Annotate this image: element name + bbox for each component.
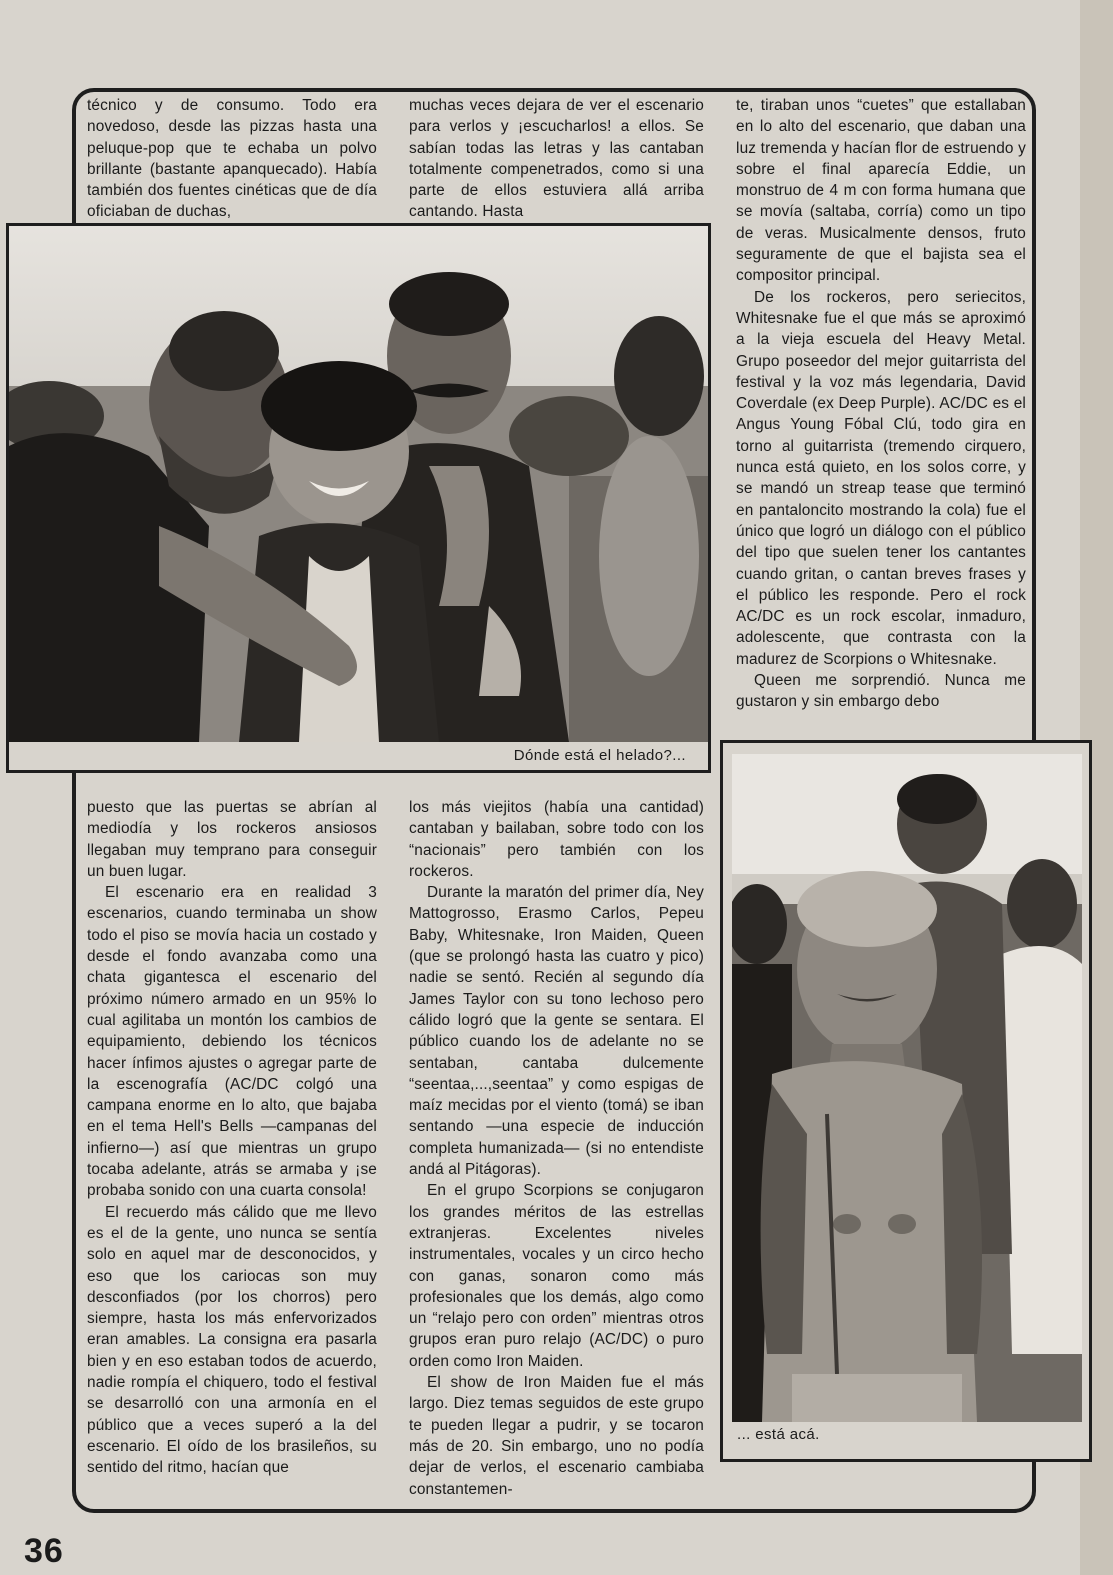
photo-caption: Dónde está el helado?... <box>513 747 686 764</box>
paragraph: De los rockeros, pero seriecitos, Whitesnake fue el que más se aproximó a la vieja escuela del Heavy Metal. Grupo poseedor del mejor guitarrista del festival y la voz más legendaria, David Coverdale (ex Deep Purple). AC/DC es el Angus Young Fóbal Clú, todo gira en torno al guitarrista (tremendo cirquero, nunca está quieto, en los solos corre, y se mandó un streap tease que terminó en pantaloncito mostrando la cola) fue el único que logró un diálogo con el público del tipo que suelen tener los cantantes cuando gritan, o cantan breves frases y el público les responde. Pero el rock AC/DC es un rock escolar, inmaduro, adolescente, que contrasta con la madurez de Scorpions o Whitesnake. <box>736 288 1026 668</box>
paragraph: El recuerdo más cálido que me llevo es el de la gente, uno nunca se sentía solo en aquel mar de desconocidos, y eso que los cariocas son muy desconfiados (por los chorros) pero siempre, hasta los más enfervorizados eran amables. La consigna era pasarla bien y en eso estaban todos de acuerdo, nadie rompía el chiquero, todo el festival se desarrolló con una armonía en el público que a veces superó a la del escenario. El oído de los brasileños, su sentido del ritmo, hacían que <box>87 1203 377 1477</box>
column-1 <box>87 95 377 223</box>
photo-caption: ... está acá. <box>737 1426 820 1443</box>
paragraph: te, tiraban unos “cuetes” que estallaban en lo alto del escenario, que daban una luz tremenda y hacían flor de estruendo y sobre el final aparecía Eddie, un monstruo de 4 m con forma humana que se movía (saltaba, corría) como un tipo de veras. Musicalmente densos, fruto seguramente de que el bajista sea el compositor principal. <box>736 97 1026 285</box>
photo-fans-image <box>9 226 708 742</box>
paragraph: los más viejitos (había una cantidad) cantaban y bailaban, sobre todo con los “nacionais” pero también con los rockeros. <box>409 799 704 880</box>
photo-shirtless-illustration <box>732 754 1082 1422</box>
paragraph: Queen me sorprendió. Nunca me gustaron y sin embargo debo <box>736 672 1026 711</box>
photo-shirtless-image <box>732 754 1082 1422</box>
photo-fans-illustration <box>9 226 708 742</box>
paragraph: puesto que las puertas se abrían al mediodía y los rockeros ansiosos llegaban muy temprano para conseguir un buen lugar. <box>87 799 377 880</box>
paragraph: En el grupo Scorpions se conjugaron los grandes méritos de las estrellas extranjeras. Excelentes niveles instrumentales, vocales y un circo hecho con ganas, sonaron como más profesionales que los demás, algo como un “relajo pero con orden” mientras otros grupos eran puro relajo (AC/DC) o puro orden como Iron Maiden. <box>409 1182 704 1370</box>
paragraph: El escenario era en realidad 3 escenarios, cuando terminaba un show todo el piso se movía hacia un costado y desde el fondo avanzaba como una chata gigantesca el escenario del próximo número armado en un 95% lo cual agilitaba un montón los cambios de equipamiento, debiendo los técnicos hacer ínfimos ajustes o agregar parte de la escenografía (AC/DC colgó una campana enorme en lo alto, que bajaba en el tema Hell's Bells —campanas del infierno—) así que mientras un grupo tocaba adelante, atrás se armaba y ¡se probaba sonido con una cuarta consola! <box>87 884 377 1200</box>
column-3 <box>736 95 1026 713</box>
column-4 <box>87 797 377 1479</box>
column-5 <box>409 797 704 1500</box>
photo-shirtless-fan <box>720 740 1092 1462</box>
paragraph: técnico y de consumo. Todo era novedoso, desde las pizzas hasta una peluque-pop que te echaba un polvo brillante (bastante apanquecado). Había también dos fuentes cinéticas que de día oficiaban de duchas, <box>87 97 377 221</box>
page-number: 36 <box>24 1532 64 1570</box>
paragraph: Durante la maratón del primer día, Ney Mattogrosso, Erasmo Carlos, Pepeu Baby, Whitesnake, Iron Maiden, Queen (que se prolongó hasta las cuatro y pico) nadie se sentó. Recién al segundo día James Taylor con su tono lechoso pero cálido logró que la gente se sentara. El público cuando los de adelante no se sentaban, cantaba dulcemente “seentaa,...,seentaa” y como espigas de maíz mecidas por el viento (tomá) se iban sentando —una especie de inducción completa humanizada— (si no entendiste andá al Pitágoras). <box>409 884 704 1179</box>
column-2 <box>409 95 704 223</box>
photo-fans-group <box>6 223 711 773</box>
paragraph: muchas veces dejara de ver el escenario para verlos y ¡escucharlos! a ellos. Se sabían todas las letras y las cantaban totalmente compenetrados, como si una parte de ellos estuviera allá arriba cantando. Hasta <box>409 97 704 221</box>
paragraph: El show de Iron Maiden fue el más largo. Diez temas seguidos de este grupo te pueden llegar a pudrir, y se tocaron más de 20. Sin embargo, uno no podía dejar de verlos, el escenario cambiaba constantemen- <box>409 1374 704 1498</box>
